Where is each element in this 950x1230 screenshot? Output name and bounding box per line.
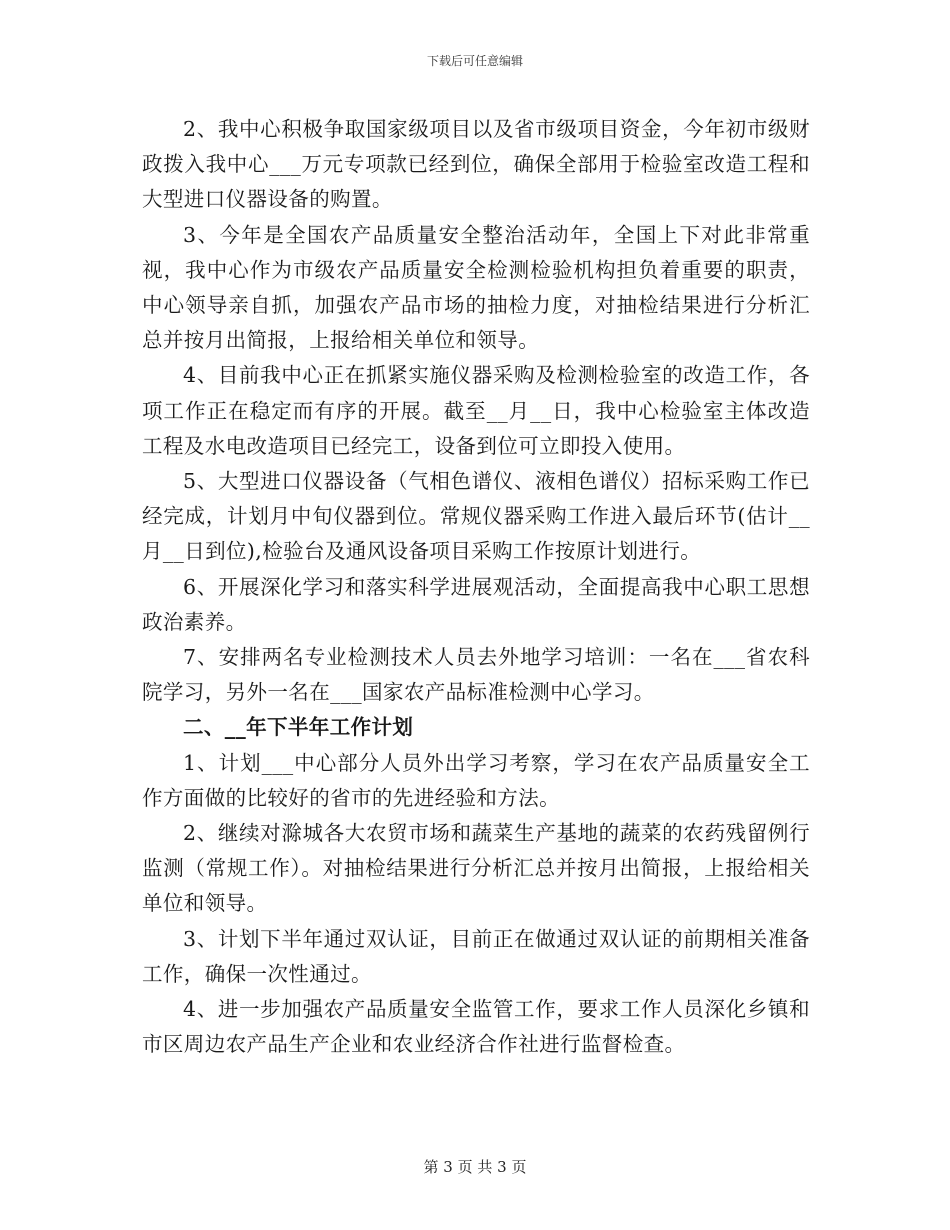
paragraph-item-5: 5、大型进口仪器设备（气相色谱仪、液相色谱仪）招标采购工作已经完成，计划月中旬仪器到位。常规仪器采购工作进入最后环节(估计__月__日到位),检验台及通风设备项目采购工作按原计划进行。: [142, 469, 810, 564]
page-number: 第 3 页 共 3 页: [423, 1158, 527, 1176]
paragraph-item-7: 7、安排两名专业检测技术人员去外地学习培训：一名在___省农科院学习，另外一名在___国家农产品标准检测中心学习。: [142, 645, 810, 705]
paragraph-item-6: 6、开展深化学习和落实科学进展观活动，全面提高我中心职工思想政治素养。: [142, 574, 810, 634]
page-header-note: 下载后可任意编辑: [426, 54, 523, 68]
paragraph-item-4: 4、目前我中心正在抓紧实施仪器采购及检测检验室的改造工作，各项工作正在稳定而有序的开展。截至__月__日，我中心检验室主体改造工程及水电改造项目已经完工，设备到位可立即投入使用。: [142, 363, 810, 458]
plan-item-3: 3、计划下半年通过双认证，目前正在做通过双认证的前期相关准备工作，确保一次性通过。: [142, 926, 810, 986]
paragraph-item-2: 2、我中心积极争取国家级项目以及省市级项目资金，今年初市级财政拨入我中心___万元专项款已经到位，确保全部用于检验室改造工程和大型进口仪器设备的购置。: [142, 117, 810, 212]
section-heading: 二、__年下半年工作计划: [183, 715, 414, 740]
paragraph-item-3: 3、今年是全国农产品质量安全整治活动年，全国上下对此非常重视，我中心作为市级农产品质量安全检测检验机构担负着重要的职责，中心领导亲自抓，加强农产品市场的抽检力度，对抽检结果进行分析汇总并按月出简报，上报给相关单位和领导。: [142, 222, 810, 353]
plan-item-1: 1、计划___中心部分人员外出学习考察，学习在农产品质量安全工作方面做的比较好的省市的先进经验和方法。: [142, 750, 810, 810]
plan-item-2: 2、继续对滁城各大农贸市场和蔬菜生产基地的蔬菜的农药残留例行监测（常规工作）。对抽检结果进行分析汇总并按月出简报，上报给相关单位和领导。: [142, 821, 810, 916]
plan-item-4: 4、进一步加强农产品质量安全监管工作，要求工作人员深化乡镇和市区周边农产品生产企业和农业经济合作社进行监督检查。: [142, 997, 810, 1057]
document-body: [142, 112, 810, 1062]
